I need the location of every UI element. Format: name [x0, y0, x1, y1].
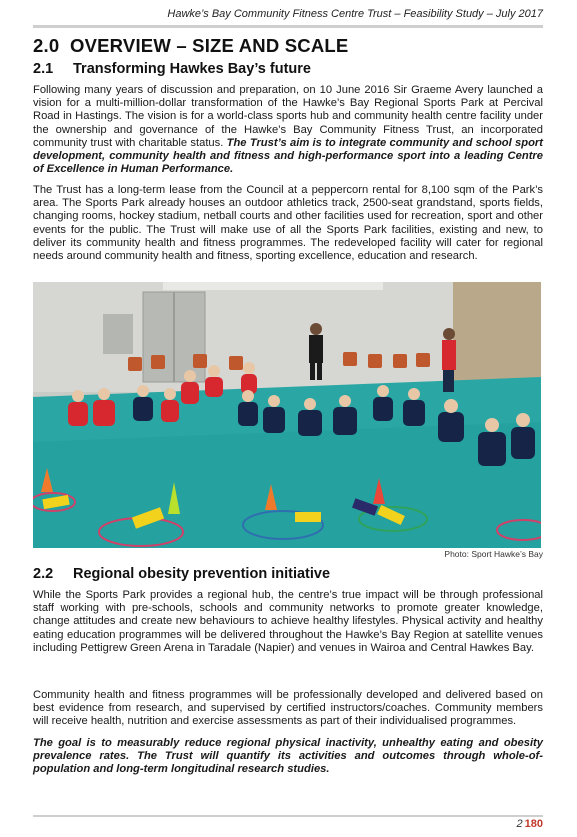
paragraph-2-2-a: While the Sports Park provides a regional hub, the centre’s true impact will be through professional staff working with pre-schools, schools and community networks to promote greater knowledge, change attitudes and create new behaviours to achieve healthy lifestyles. Physical activity and healthy eating education programmes will be delivered throughout the Hawke’s Bay Region at satellite venues including Pettigrew Green Arena in Taradale (Napier) and venues in Wairoa and Central Hawkes Bay. [33, 589, 543, 654]
subsection-number: 2.1 [33, 61, 54, 77]
section-heading [33, 35, 348, 57]
students-exercise-photo [33, 282, 541, 548]
running-header: Hawke’s Bay Community Fitness Centre Trust – Feasibility Study – July 2017 [167, 8, 543, 20]
subsection-title: Regional obesity prevention initiative [73, 566, 331, 582]
paragraph-2-1-b: The Trust has a long-term lease from the Council at a peppercorn rental for 8,100 sqm of the Park’s area. The Sports Park already houses an outdoor athletics track, 2500-seat grandstand, sports fields, changing rooms, hockey stadium, netball courts and other facilities used for recreation, sport and other events for the public. The Trust will make use of all the Sports Park facilities, existing and new, to deliver its community health and fitness programmes. The redeveloped facility will cater for regional needs around community health and fitness, sporting excellence, education and research. [33, 184, 543, 263]
subsection-heading-2-1 [33, 61, 311, 77]
header-rule [33, 25, 543, 28]
paragraph-2-1-a [33, 84, 543, 176]
subsection-number: 2.2 [33, 566, 54, 582]
section-title: OVERVIEW – SIZE AND SCALE [70, 35, 349, 56]
subsection-heading-2-2 [33, 566, 330, 582]
section-page-number: 2 [516, 818, 523, 830]
document-page-number: 180 [524, 818, 543, 830]
paragraph-2-2-b: Community health and fitness programmes will be professionally developed and delivered based on best evidence from research, and supervised by certified instructors/coaches. Community members will receive health, nutrition and exercise assessments as part of their individualised programmes. [33, 689, 543, 728]
trust-aim-emphasis: The Trust’s aim is to integrate community and school sport development, community health and fitness and high-performance sport into a leading Centre of Excellence in Human Performance. [33, 136, 543, 176]
section-number: 2.0 [33, 35, 60, 56]
page-number [517, 818, 543, 830]
photo-caption: Photo: Sport Hawke’s Bay [444, 549, 543, 559]
subsection-title: Transforming Hawkes Bay’s future [73, 61, 311, 77]
paragraph-2-2-goal: The goal is to measurably reduce regional physical inactivity, unhealthy eating and obesity prevalence rates. The Trust will quantify its activities and outcomes through whole-of-population and long-term longitudinal research studies. [33, 737, 543, 776]
footer-rule [33, 815, 543, 817]
paragraph-text: Following many years of discussion and preparation, on 10 June 2016 Sir Graeme Avery launched a vision for a multi-million-dollar transformation of the Hawke’s Bay Regional Sports Park at Percival Road in Hastings. The vision is for a world-class sports hub and community health centre facility under the ownership and governance of the Hawke’s Bay Community Fitness Trust, an incorporated community trust with charitable status. [33, 84, 543, 149]
